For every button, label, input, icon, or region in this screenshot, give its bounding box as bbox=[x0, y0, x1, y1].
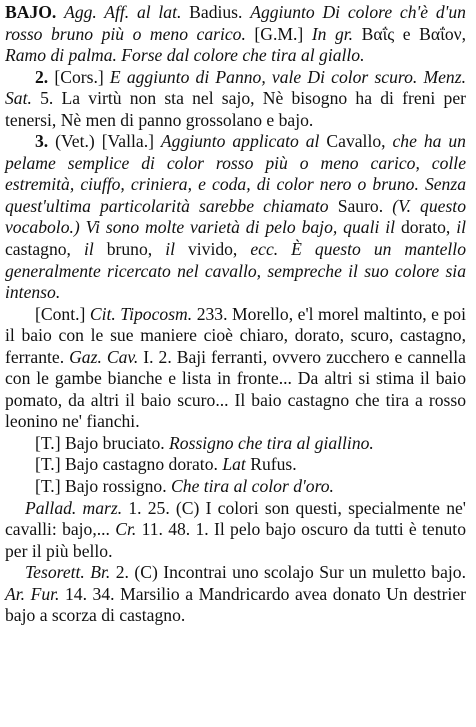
citation-number: 1. 25. bbox=[128, 497, 170, 518]
sense-3-definition-a: Aggiunto applicato al bbox=[160, 131, 320, 152]
latin-etymon: Badius. bbox=[189, 2, 243, 22]
quotation: Morello, e'l morel maltinto, e poi il baio con le sue maniere cioè chiaro, dorato, scuro, castagno, ferrante. bbox=[5, 303, 466, 367]
citation-number: 11. 48. 1. bbox=[141, 519, 209, 540]
citation-number: 233. bbox=[196, 303, 228, 324]
citation-block-pallad bbox=[5, 498, 466, 563]
citation-tipocosm: Cit. Tipocosm. bbox=[89, 303, 193, 324]
citation-gaz-cav: Gaz. Cav. bbox=[69, 346, 139, 367]
latin-label: Lat bbox=[222, 454, 246, 475]
sense-2 bbox=[5, 67, 466, 132]
sense-3-definition-c: Vi sono molte varietà di pelo bajo, quali il bbox=[85, 217, 396, 238]
quotation: La virtù non sta nel sajo, Nè bisogno ha di freni per tenersi, Nè men di panno grossolano e bajo. bbox=[5, 88, 466, 130]
sense-number: 3. bbox=[35, 131, 49, 152]
source-c: (C) bbox=[175, 497, 200, 518]
sense-number: 2. bbox=[35, 66, 49, 87]
see-reference: (V. questo vocabolo.) bbox=[5, 195, 466, 238]
definition-1: Aggiunto Di colore ch'è d'un rosso bruno più o meno carico. bbox=[5, 2, 466, 44]
quotation: Marsilio a Mandricardo avea donato Un destrier bajo a scorza di castagno. bbox=[5, 583, 466, 626]
source-valla: [Valla.] bbox=[101, 131, 154, 152]
subentry-gloss: Che tira al color d'oro. bbox=[171, 476, 334, 497]
sense-3-definition-d: ecc. È questo un mantello generalmente ricercato nel cavallo, sempreche il suo colore sia intenso. bbox=[5, 239, 466, 303]
source-cors: [Cors.] bbox=[54, 66, 104, 87]
article-il: il bbox=[165, 239, 175, 260]
citation-ar-fur: Ar. Fur. bbox=[5, 583, 60, 604]
citation-number: I. 2. bbox=[143, 346, 172, 367]
article-il: il bbox=[83, 239, 94, 260]
source-t: [T.] bbox=[35, 454, 61, 475]
sense-3 bbox=[5, 131, 466, 303]
subentry-term: Bajo castagno dorato. bbox=[64, 454, 218, 475]
citation-number: 5. bbox=[40, 88, 54, 109]
citation-menz: Menz. Sat. bbox=[5, 66, 466, 109]
quotation: Incontrai uno scolajo Sur un muletto bajo. bbox=[163, 562, 466, 583]
headword: BAJO. bbox=[5, 2, 57, 22]
source-c: (C) bbox=[134, 562, 158, 583]
subentry-bajo-bruciato bbox=[5, 433, 466, 455]
term-sauro: Sauro. bbox=[337, 195, 384, 216]
subentry-bajo-rossigno bbox=[5, 476, 466, 498]
term-vivido: vivido, bbox=[187, 239, 238, 260]
subentry-term: Bajo bruciato. bbox=[64, 432, 165, 453]
citation-number: 14. 34. bbox=[64, 583, 115, 604]
quotation: I colori son questi, specialmente ne' cavalli: bajo,... bbox=[5, 497, 466, 540]
sense-2-definition: E aggiunto di Panno, vale Di color scuro. bbox=[109, 66, 418, 87]
quotation: Il pelo bajo oscuro da tutti è tenuto per il più bello. bbox=[5, 519, 466, 561]
source-cont: [Cont.] bbox=[35, 303, 86, 324]
citation-tesorett: Tesorett. Br. bbox=[25, 562, 111, 583]
latin-equivalent: Rufus. bbox=[250, 454, 297, 475]
citation-block-tesorett bbox=[5, 562, 466, 627]
citation-number: 2. bbox=[115, 562, 129, 583]
source-t: [T.] bbox=[35, 432, 61, 453]
citation-cr: Cr. bbox=[115, 519, 137, 540]
entry-bajo bbox=[5, 2, 466, 67]
term-dorato: dorato, bbox=[400, 217, 451, 238]
term-cavallo: Cavallo, bbox=[326, 131, 386, 152]
term-bruno: bruno, bbox=[106, 239, 153, 260]
citation-pallad: Pallad. marz. bbox=[25, 497, 123, 518]
subentry-bajo-castagno-dorato bbox=[5, 454, 466, 476]
article-il: il bbox=[456, 217, 467, 238]
grammar-label: Agg. Aff. al lat. bbox=[64, 2, 182, 22]
greek-gloss: Ramo di palma. Forse dal colore che tira al giallo. bbox=[5, 45, 365, 66]
subentry-term: Bajo rossigno. bbox=[64, 476, 167, 497]
citation-block-cont bbox=[5, 304, 466, 433]
quotation: Baji ferranti, ovvero zucchero e cannella con le gambe bianche e lista in fronte... Da altri si stima il baio pomato, da altri il baio scuro... Il baio castagno che tira a rosso leonino ne' fianchi. bbox=[5, 346, 466, 432]
greek-etymon: Βαΐς e Βαΐον, bbox=[361, 23, 466, 44]
source-gm: [G.M.] bbox=[254, 23, 304, 44]
subentry-gloss: Rossigno che tira al giallino. bbox=[169, 432, 374, 453]
sense-3-definition-b: che ha un pelame semplice di color rosso più o meno carico, colle estremità, ciuffo, criniera, e coda, di color nero o bruno. Senza quest'ultima particolarità sarebbe chiamato bbox=[5, 131, 466, 216]
source-t: [T.] bbox=[35, 476, 61, 497]
greek-label: In gr. bbox=[311, 23, 354, 44]
source-vet: (Vet.) bbox=[55, 131, 95, 152]
term-castagno: castagno, bbox=[5, 239, 71, 260]
